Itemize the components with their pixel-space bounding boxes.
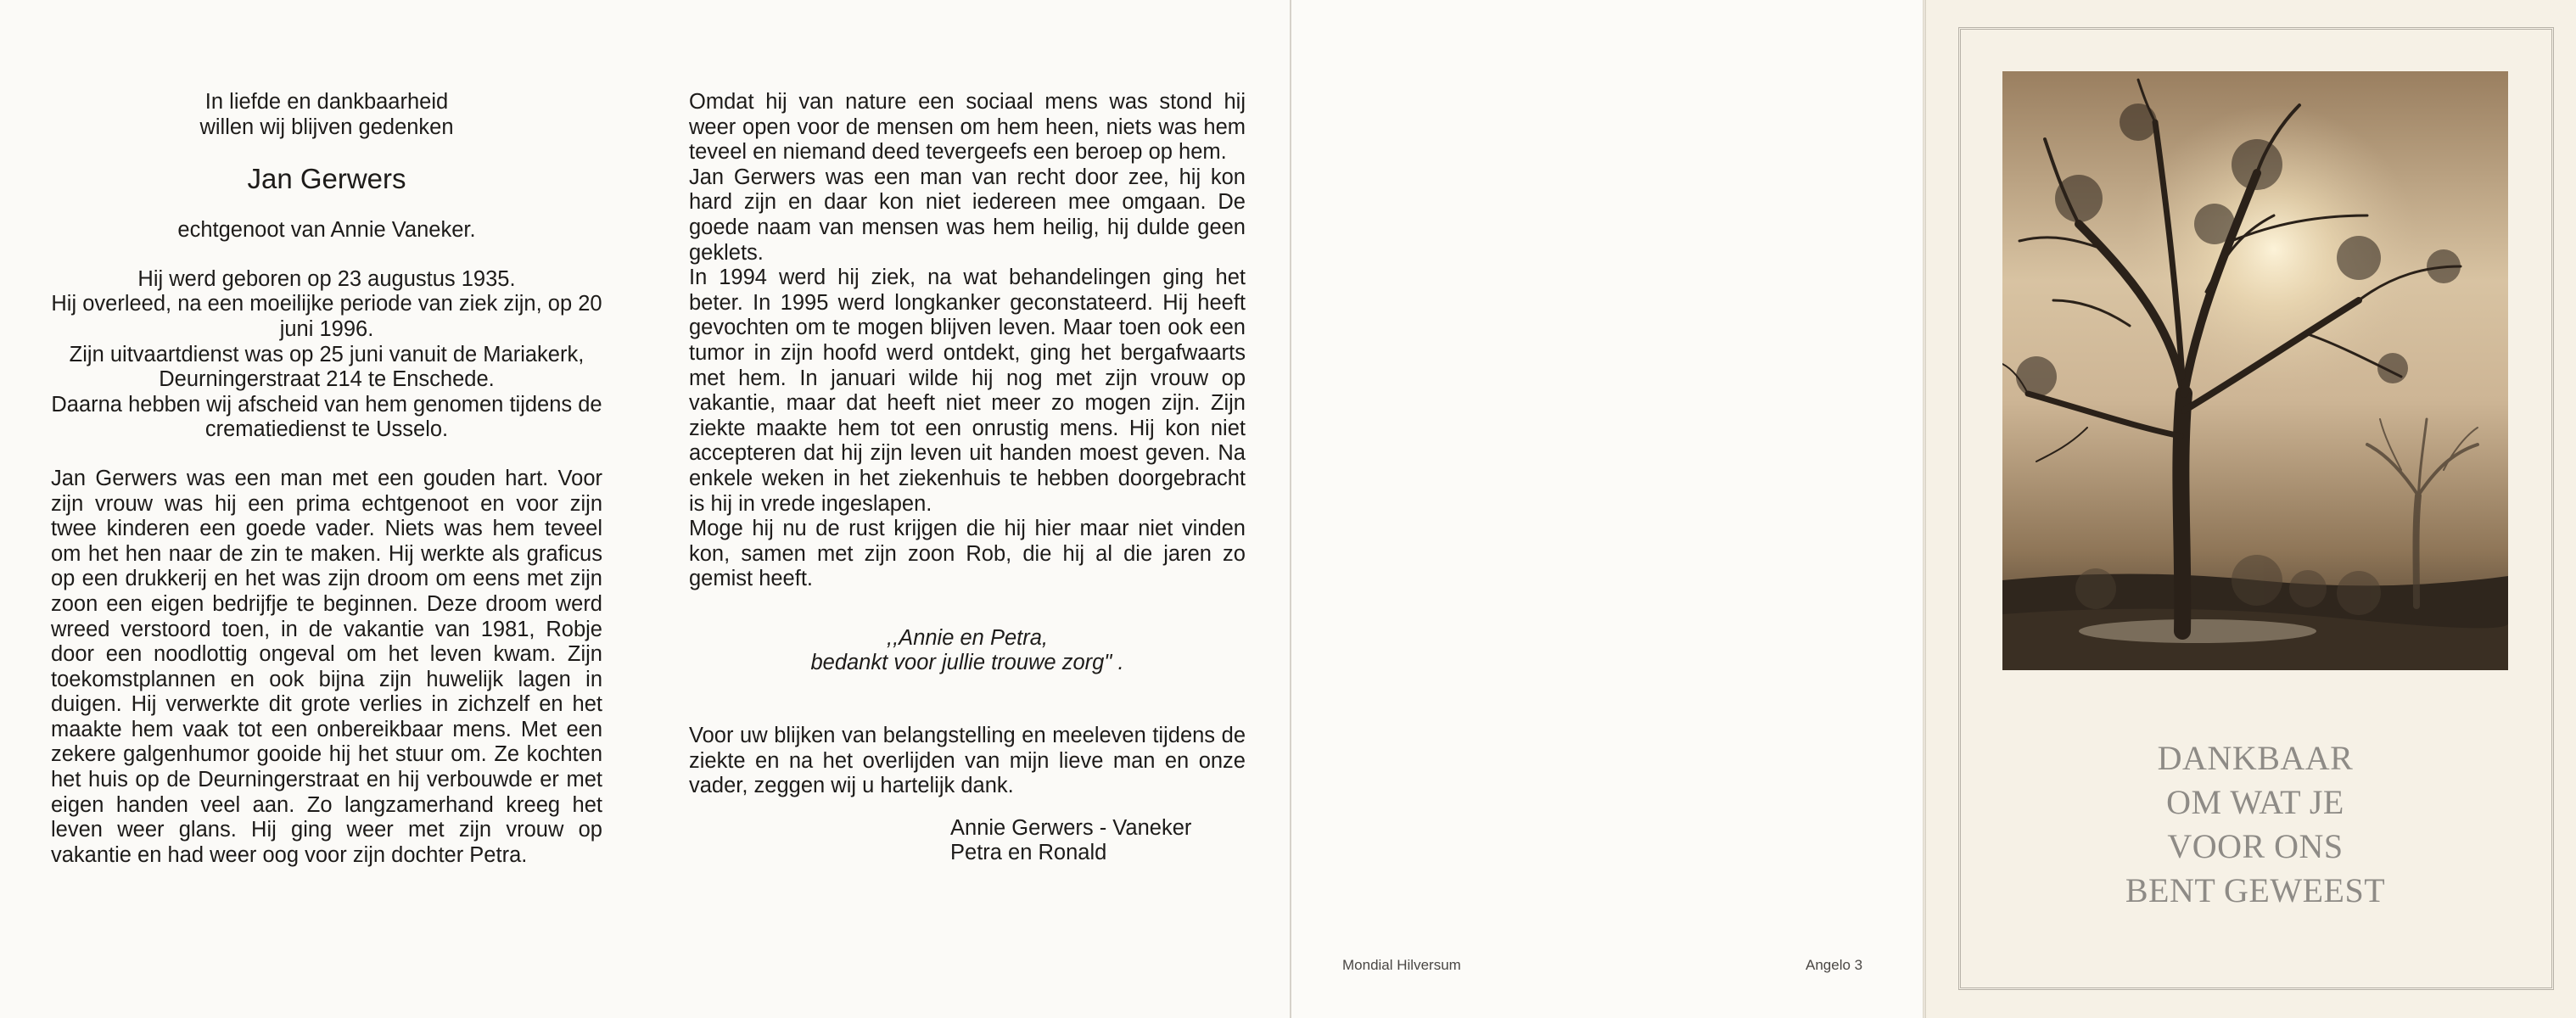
signature-line-1: Annie Gerwers - Vaneker [950,815,1192,840]
back-cover [1291,0,1924,1018]
card-model-number: Angelo 3 [1806,957,1863,973]
spouse-line: echtgenoot van Annie Vaneker. [177,218,476,243]
fact-death: Hij overleed, na een moeilijke periode van ziek zijn, op 20 juni 1996. [51,292,602,341]
thank-you-quote [689,626,1246,676]
caption-line-4: BENT GEWEEST [2125,871,2386,909]
quote-line-1: ,,Annie en Petra, [887,625,1048,650]
paragraph-character: Jan Gerwers was een man van recht door zee, hij kon hard zijn en daar kon niet iedereen mee omgaan. De goede naam van mensen was hem heilig, hij dulde geen geklets. [689,165,1246,265]
intro-line-1: In liefde en dankbaarheid [204,90,449,114]
memorial-right-column [689,90,1246,866]
caption-line-3: VOOR ONS [2167,827,2344,865]
signature-block [950,816,1246,866]
memorial-left-column [51,90,602,868]
cover-caption [2002,736,2508,913]
life-facts [51,267,602,443]
fact-funeral: Zijn uitvaartdienst was op 25 juni vanuit de Mariakerk, Deurningerstraat 214 te Enschede. [69,342,585,392]
publisher-imprint: Mondial Hilversum [1342,957,1461,973]
fact-birth: Hij werd geboren op 23 augustus 1935. [137,266,516,291]
caption-line-2: OM WAT JE [2166,783,2344,821]
deceased-name: Jan Gerwers [247,163,406,195]
paragraph-illness: In 1994 werd hij ziek, na wat behandelingen ging het beter. In 1995 werd longkanker geconstateerd. Hij heeft gevochten om te mogen blijven leven. Maar toen ook een tumor in zijn hoofd werd ontdekt, ging het bergafwaarts met hem. In januari wilde hij nog met zijn vrouw op vakantie, maar dat heeft niet meer zo mogen zijn. Zijn ziekte maakte hem tot een onrustig mens. Hij kon niet accepteren dat hij zijn leven uit handen moest geven. Na enkele weken in het ziekenhuis te hebben doorgebracht is hij in vrede ingeslapen. [689,266,1246,516]
signature-line-2: Petra en Ronald [950,841,1107,865]
fact-cremation: Daarna hebben wij afscheid van hem genomen tijdens de crematiedienst te Usselo. [51,392,602,442]
intro-text [51,90,602,140]
paragraph-rest: Moge hij nu de rust krijgen die hij hier maar niet vinden kon, samen met zijn zoon Rob, die hij al die jaren zo gemist heeft. [689,517,1246,591]
card-fold [1923,0,1926,1018]
biography-paragraph: Jan Gerwers was een man met een gouden hart. Voor zijn vrouw was hij een prima echtgenoot en voor zijn twee kinderen een goede vader. Niets was hem teveel om het hen naar de zin te maken. Hij werkte als graficus op een drukkerij en het was zijn droom om eens met zijn zoon een eigen bedrijfje te beginnen. Deze droom werd wreed verstoord toen, in de vakantie van 1981, Robje door een noodlottig ongeval om het leven kwam. Zijn toekomstplannen en ook bijna zijn huwelijk lagen in duigen. Hij verwerkte dit grote verlies in zichzelf en het maakte hem vaak tot een onbereikbaar mens. Met een zekere galgenhumor gooide hij het stuur om. Ze kochten het huis op de Deurningerstraat en hij verbouwde er met eigen handen veel aan. Zo langzamerhand kreeg het leven weer glans. Hij ging weer met zijn vrouw op vakantie en had weer oog voor zijn dochter Petra. [51,466,602,867]
paragraph-social: Omdat hij van nature een sociaal mens was stond hij weer open voor de mensen om hem heen, niets was hem teveel en niemand deed tevergeefs een beroep op hem. [689,90,1246,165]
tree-photo-icon [2002,71,2508,670]
caption-line-1: DANKBAAR [2157,739,2354,777]
intro-line-2: willen wij blijven gedenken [199,115,454,139]
quote-line-2: bedankt voor jullie trouwe zorg" . [810,651,1124,675]
thanks-paragraph: Voor uw blijken van belangstelling en meeleven tijdens de ziekte en na het overlijden van mijn lieve man en onze vader, zeggen wij u hartelijk dank. [689,724,1246,798]
